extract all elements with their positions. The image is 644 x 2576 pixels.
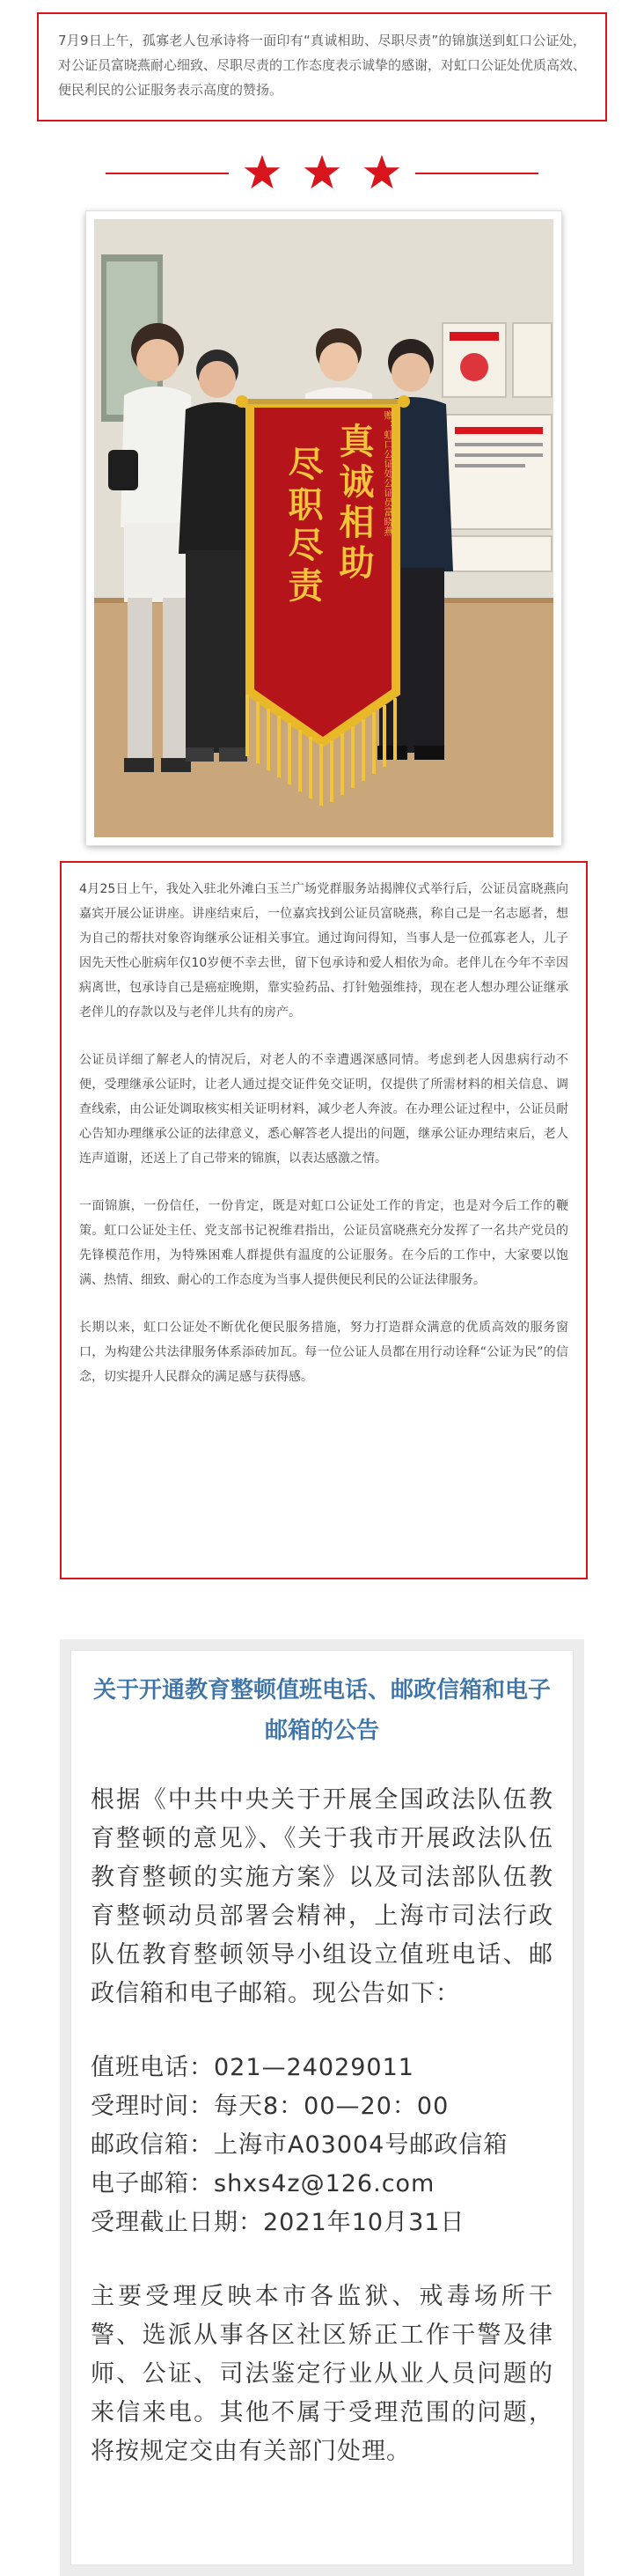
intro-summary-box bbox=[37, 12, 607, 121]
notice-body bbox=[91, 1781, 553, 2471]
banner-right-text: 真诚相助 bbox=[333, 423, 375, 585]
photo-frame bbox=[86, 211, 561, 845]
notice-intro: 根据《中共中央关于开展全国政法队伍教育整顿的意见》、《关于我市开展政法队伍教育整顿的实施方案》以及司法部队伍教育整顿动员部署会精神，上海市司法行政队伍教育整顿领导小组设立值班电话、邮政信箱和电子邮箱。现公告如下： bbox=[91, 1786, 553, 2007]
contact-mailbox: 邮政信箱：上海市A03004号邮政信箱 bbox=[91, 2131, 509, 2159]
banner-left-text: 尽职尽责 bbox=[282, 445, 324, 607]
intro-text: 7月9日上午，孤寡老人包承诗将一面印有“真诚相助、尽职尽责”的锦旗送到虹口公证处，对公证员富晓燕耐心细致、尽职尽责的工作态度表示诚挚的感谢，对虹口公证处优质高效、便民利民的公证服务表示高度的赞扬。 bbox=[58, 33, 587, 98]
article-paragraph-1: 4月25日上午，我处入驻北外滩白玉兰广场党群服务站揭牌仪式举行后，公证员富晓燕向嘉宾开展公证讲座。讲座结束后，一位嘉宾找到公证员富晓燕，称自己是一名志愿者，想为自己的帮扶对象咨询继承公证相关事宜。通过询问得知，当事人是一位孤寡老人，儿子因先天性心脏病年仅10岁便不幸去世，留下包承诗和爱人相依为命。老伴儿在今年不幸因病离世，包承诗自己是癌症晚期，靠实验药品、打针勉强维持，现在老人想办理公证继承老伴儿的存款以及与老伴儿共有的房产。 bbox=[79, 882, 568, 1019]
article-paragraph-2: 公证员详细了解老人的情况后，对老人的不幸遭遇深感同情。考虑到老人因患病行动不便，受理继承公证时，让老人通过提交证件免交证明，仅提供了所需材料的相关信息、调查线索，由公证处调取核实相关证明材料，减少老人奔波。在办理公证过程中，公证员耐心告知办理继承公证的法律意义，悉心解答老人提出的问题，继承公证办理结束后，老人连声道谢，还送上了自己带来的锦旗，以表达感激之情。 bbox=[79, 1053, 568, 1166]
contact-deadline: 受理截止日期：2021年10月31日 bbox=[91, 2209, 465, 2236]
star-divider bbox=[106, 150, 538, 195]
notice-card bbox=[70, 1650, 574, 2565]
notice-gap bbox=[91, 2013, 553, 2049]
divider-line-right bbox=[415, 173, 538, 174]
group-photo-with-banner bbox=[94, 219, 553, 837]
star-icon bbox=[242, 152, 282, 193]
notice-scope: 主要受理反映本市各监狱、戒毒场所干警、选派从事各区社区矫正工作干警及律师、公证、司法鉴定行业从业人员问题的来信来电。其他不属于受理范围的问题，将按规定交由有关部门处理。 bbox=[91, 2283, 553, 2465]
divider-stars bbox=[242, 150, 402, 195]
divider-line-left bbox=[106, 173, 229, 174]
contact-hours: 受理时间：每天8：00—20：00 bbox=[91, 2093, 450, 2120]
article-paragraph-4: 长期以来，虹口公证处不断优化便民服务措施，努力打造群众满意的优质高效的服务窗口，为构建公共法律服务体系添砖加瓦。每一位公证人员都在用行动诠释“公证为民”的信念，切实提升人民群众的满足感与获得感。 bbox=[79, 1321, 568, 1384]
notice-title: 关于开通教育整顿值班电话、邮政信箱和电子邮箱的公告 bbox=[92, 1677, 551, 1744]
contact-list bbox=[91, 2049, 553, 2242]
banner-side-text: 赠：虹口公证处公证员富晓燕 bbox=[383, 410, 394, 536]
star-icon bbox=[302, 152, 342, 193]
star-icon bbox=[362, 152, 402, 193]
article-paragraph-3: 一面锦旗，一份信任，一份肯定，既是对虹口公证处工作的肯定，也是对今后工作的鞭策。虹口公证处主任、党支部书记祝维君指出，公证员富晓燕充分发挥了一名共产党员的先锋模范作用，为特殊困难人群提供有温度的公证服务。在今后的工作中，大家要以饱满、热情、细致、耐心的工作态度为当事人提供便民利民的公证法律服务。 bbox=[79, 1199, 568, 1287]
article-box bbox=[60, 861, 588, 1579]
contact-phone: 值班电话：021—24029011 bbox=[91, 2054, 414, 2081]
notice-gap bbox=[91, 2242, 553, 2278]
contact-email: 电子邮箱：shxs4z@126.com bbox=[91, 2170, 435, 2197]
